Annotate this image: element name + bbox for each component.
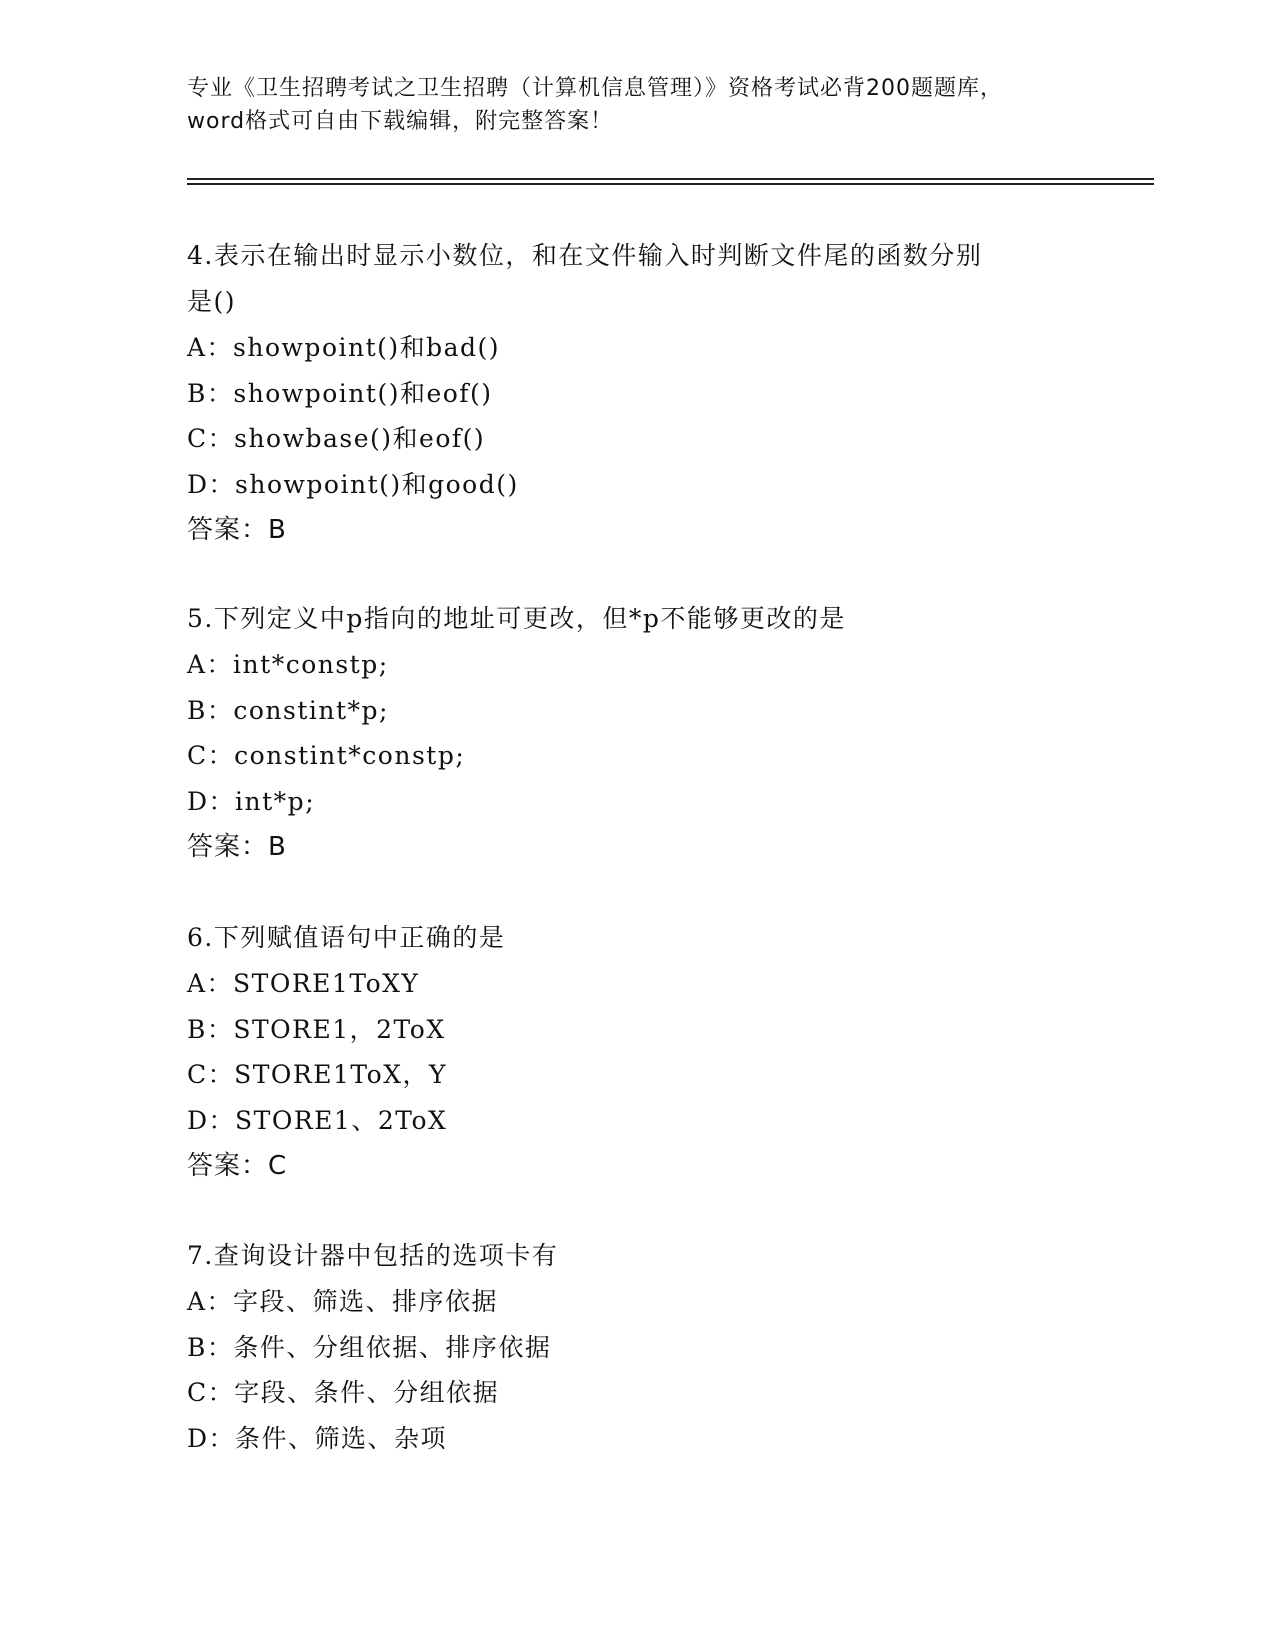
question-text: 7.查询设计器中包括的选项卡有 [187,1241,559,1270]
header-title-line: 专业《卫生招聘考试之卫生招聘（计算机信息管理）》资格考试必背200题题库， [187,76,1003,101]
option-d: D：条件、筛选、杂项 [187,1423,448,1453]
option-c: C：字段、条件、分组依据 [187,1378,500,1407]
question-text-continued: 是() [187,287,237,316]
answer-label: 答案：C [187,1151,288,1181]
header-subtitle-line: word格式可自由下载编辑，附完整答案！ [187,109,614,134]
question-text: 4.表示在输出时显示小数位，和在文件输入时判断文件尾的函数分别 [187,241,983,270]
option-b: B：constint*p; [187,695,389,725]
question-5 [187,596,1087,870]
document-header [187,72,1087,138]
question-4 [187,233,1087,553]
answer-label: 答案：B [187,515,287,545]
option-a: A：showpoint()和bad() [187,333,501,362]
option-d: D：int*p; [187,786,316,816]
option-c: C：constint*constp; [187,741,466,770]
answer-label: 答案：B [187,832,287,862]
option-c: C：STORE1ToX，Y [187,1060,447,1089]
header-divider-bottom [187,183,1154,185]
option-b: B：条件、分组依据、排序依据 [187,1332,552,1362]
option-a: A：字段、筛选、排序依据 [187,1287,499,1316]
question-6 [187,915,1087,1189]
option-d: D：STORE1、2ToX [187,1105,448,1135]
option-a: A：STORE1ToXY [187,969,420,998]
question-text: 5.下列定义中p指向的地址可更改，但*p不能够更改的是 [187,604,846,633]
question-text: 6.下列赋值语句中正确的是 [187,923,506,952]
option-d: D：showpoint()和good() [187,469,519,499]
option-b: B：showpoint()和eof() [187,378,493,408]
option-b: B：STORE1，2ToX [187,1014,446,1044]
question-7 [187,1233,1087,1461]
header-divider-top [187,178,1154,180]
option-c: C：showbase()和eof() [187,424,486,453]
option-a: A：int*constp; [187,650,389,679]
